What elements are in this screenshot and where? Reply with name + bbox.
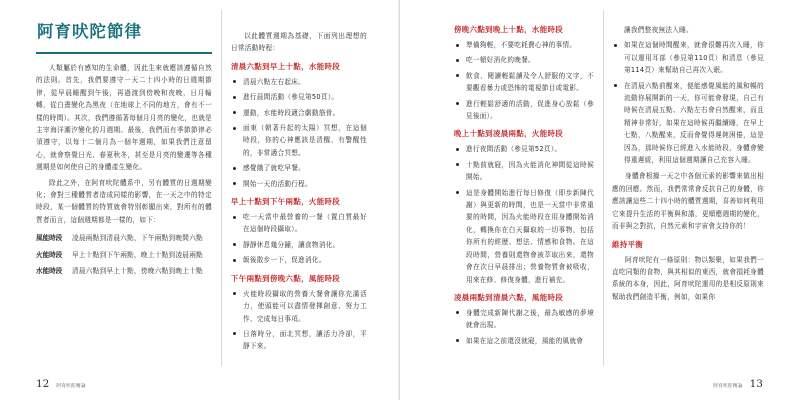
paragraph: 除此之外，在阿育吠陀體系中，另有體質的日週期變化；會對三種體質者造成同樣的影響，在一天之中的特定時段，某一個體質的特質就會特別彰顯出來，對所有的體質者而言，這個週期都是一樣的，如下： bbox=[36, 178, 212, 224]
left-page-column-1 bbox=[36, 18, 212, 282]
column-divider bbox=[603, 10, 604, 366]
list-item: 面東（朝著升起的太陽）冥想，在這個時段，你的心神應該是清醒、有警醒性的，非常適合冥想。 bbox=[231, 122, 367, 159]
column-divider bbox=[221, 10, 222, 366]
bullet-list bbox=[231, 211, 367, 267]
paragraph: 以此體質週期為基礎，下面列出理想的日常活動時程： bbox=[231, 32, 367, 53]
paragraph: 人類屬於有感知的生命體，因此生來就應該遵循自然的法則。首先，我們要遵守一天二十四小時的日週期節律，從早晨睡醒到午後，再過渡到傍晚和夜晚，日月輪轉，從白晝變化為黑夜（在地球上不同的地方，會有不一樣的時間）。其次，我們遵循著每個月月亮的變化，也就是主宰海洋潮汐變化的月週期。最後，我們而有季節節律必須遵守，以每十二個月為一個年週期，如果我們注意留心，就會察覺日光、春夏秋冬，甚至是月亮的變遷等各種週期是如何使自己的身體產生變化。 bbox=[36, 64, 212, 172]
hour-label: 水能時段 bbox=[36, 267, 63, 276]
page-number: 12 bbox=[36, 378, 50, 390]
section-heading: 維持平衡 bbox=[612, 239, 644, 249]
hour-label: 風能時段 bbox=[36, 234, 63, 243]
list-item: 進行輕鬆舒適的活動，促進身心放鬆（參見後面）。 bbox=[454, 98, 594, 123]
list-item: 火能時段攝取的營養大餐會讓你充滿活力，使頭能可以盡情發揮創意、努力工作、完成每日事項。 bbox=[231, 288, 367, 325]
section-heading: 傍晚六點到晚上十點，水能時段 bbox=[454, 25, 564, 34]
hour-row-pitta bbox=[36, 249, 212, 261]
title-underline bbox=[36, 52, 212, 54]
list-item: 感覺餓了就吃早餐。 bbox=[231, 162, 367, 174]
list-item: 進行晨間活動（參見第50頁）。 bbox=[231, 91, 367, 103]
running-title: 阿育吠陀精論 bbox=[713, 384, 743, 389]
list-item: 開始一天的活動行程。 bbox=[231, 178, 367, 190]
list-item: 十點前就寢，因為火能消化神間從這時候開始。 bbox=[454, 159, 594, 184]
left-page-column-2 bbox=[231, 30, 367, 356]
list-item: 飯後散步一下，促進消化。 bbox=[231, 254, 367, 266]
list-item: 清晨六點左右起床。 bbox=[231, 76, 367, 88]
paragraph: 讓我們整夜無法入睡。 bbox=[624, 26, 693, 34]
list-item: 日落時分，面北冥想，讓活力冷卻，平靜下來。 bbox=[231, 328, 367, 353]
page-number: 13 bbox=[749, 378, 763, 390]
right-page-column-1 bbox=[454, 24, 594, 350]
bullet-list bbox=[231, 76, 367, 190]
bullet-list bbox=[612, 39, 764, 166]
paragraph: 阿育吠陀有一條原則：物以類聚，如果我們一直吃同類的食物，與其相似的東西，就會損耗身體系統的本身，因此，阿育吠陀運用的是相反原則來幫助我們創造平衡，例如，如果你 bbox=[612, 255, 764, 301]
list-item: 靜靜休息幾分鐘，讓食物消化。 bbox=[231, 239, 367, 251]
list-item: 飲食、閱讀輕鬆讀及令人舒服的文字，不要觀看暴力或恐怖的電視節目或電影。 bbox=[454, 70, 594, 95]
list-item: 吃一頓好消化的晚餐。 bbox=[454, 54, 594, 66]
list-item: 運動，水能時段適合劇動筋骨。 bbox=[231, 107, 367, 119]
bullet-list bbox=[454, 143, 594, 285]
hour-row-vata bbox=[36, 232, 212, 244]
right-page-column-2 bbox=[612, 24, 764, 306]
list-item: 準備夠輕，不要吃耗費心神的事情。 bbox=[454, 39, 594, 51]
section-heading: 下午兩點到傍晚六點，風能時段 bbox=[231, 273, 341, 283]
list-item: 如果在這之前還沒就寢，風能的風就會 bbox=[454, 335, 594, 347]
list-item: 進行夜間活動（參見第52頁）。 bbox=[454, 143, 594, 155]
chapter-title: 阿育吠陀節律 bbox=[37, 22, 142, 41]
list-item: 如果在這個時間醒來，就會很難再次入睡，你可以運用耳部（參見第110頁）和清息（參見第114頁）來幫助自己再次入眠。 bbox=[612, 39, 764, 76]
hour-text: 凌晨兩點到清晨六點，下午兩點到晚間六點 bbox=[72, 234, 203, 243]
list-item: 吃一天當中最營養的一餐（置白質最好在這個時段攝取）。 bbox=[231, 211, 367, 236]
right-page-footer bbox=[706, 378, 763, 390]
hour-text: 清晨六點到早上十點，傍晚六點到晚上十點 bbox=[72, 267, 203, 276]
bullet-list bbox=[231, 288, 367, 353]
section-heading: 早上十點到下午兩點，火能時段 bbox=[231, 197, 341, 207]
left-page bbox=[0, 0, 399, 400]
bullet-list bbox=[454, 39, 594, 122]
paragraph: 身體會根據一天之中各個元素的影響來做出相應的回應。然而，我們常常會反抗自己的身體，你應該讓這些二十四小時的體質週期，喜善如何利用它來提升生活的平衡與和諧，更順應週期的變化，而非與之對抗，自然元素和宇宙會支持你的！ bbox=[612, 172, 764, 231]
hour-row-kapha bbox=[36, 265, 212, 277]
hour-label: 火能時段 bbox=[36, 250, 63, 259]
section-heading: 凌晨兩點到清晨六點，風能時段 bbox=[454, 292, 564, 302]
left-page-footer bbox=[36, 378, 93, 390]
bullet-list bbox=[454, 307, 594, 347]
list-item: 在清晨六點前醒來，便能感覺風能的風和暢的流動你展開新的一天，你可能會發現，自己有時候在清晨五點、六點左右會自然醒來，而且精神非常好，如果在這時候再繼續睡，在早上七點，八點醒來，反而會覺得遲鈍困倦，這是因為，那時候你已經進入水能時段，身體會變得重遲緩，利用這個週期讓自己充容入睡。 bbox=[612, 80, 764, 167]
hour-text: 早上十點到下午兩點，晚上十點到凌晨兩點 bbox=[72, 250, 203, 259]
running-title: 阿育吠陀精論 bbox=[56, 384, 86, 389]
list-item: 這是身體開始進行每日修復（即步新陳代謝）與更新的時間，也是一天當中非常重要的時間，因為火能時段在用身體開始消化，轉換你在白天攝取的一切事物，包括你所有的經歷、想法、情感和食物。在這段時間，營養則還物會被萃取出來，還物會在次日早晨排出；營養物質會被吸收，用來在修、修復身體，進行補充。 bbox=[454, 187, 594, 286]
section-heading: 晚上十點到凌晨兩點，火能時段 bbox=[454, 129, 564, 139]
right-page bbox=[400, 0, 799, 400]
section-heading: 清晨六點到早上十點，水能時段 bbox=[231, 61, 341, 71]
dosha-hours-list bbox=[36, 232, 212, 277]
list-item: 身體完成新陳代謝之後，最為敏感的夢境就會出現。 bbox=[454, 307, 594, 332]
